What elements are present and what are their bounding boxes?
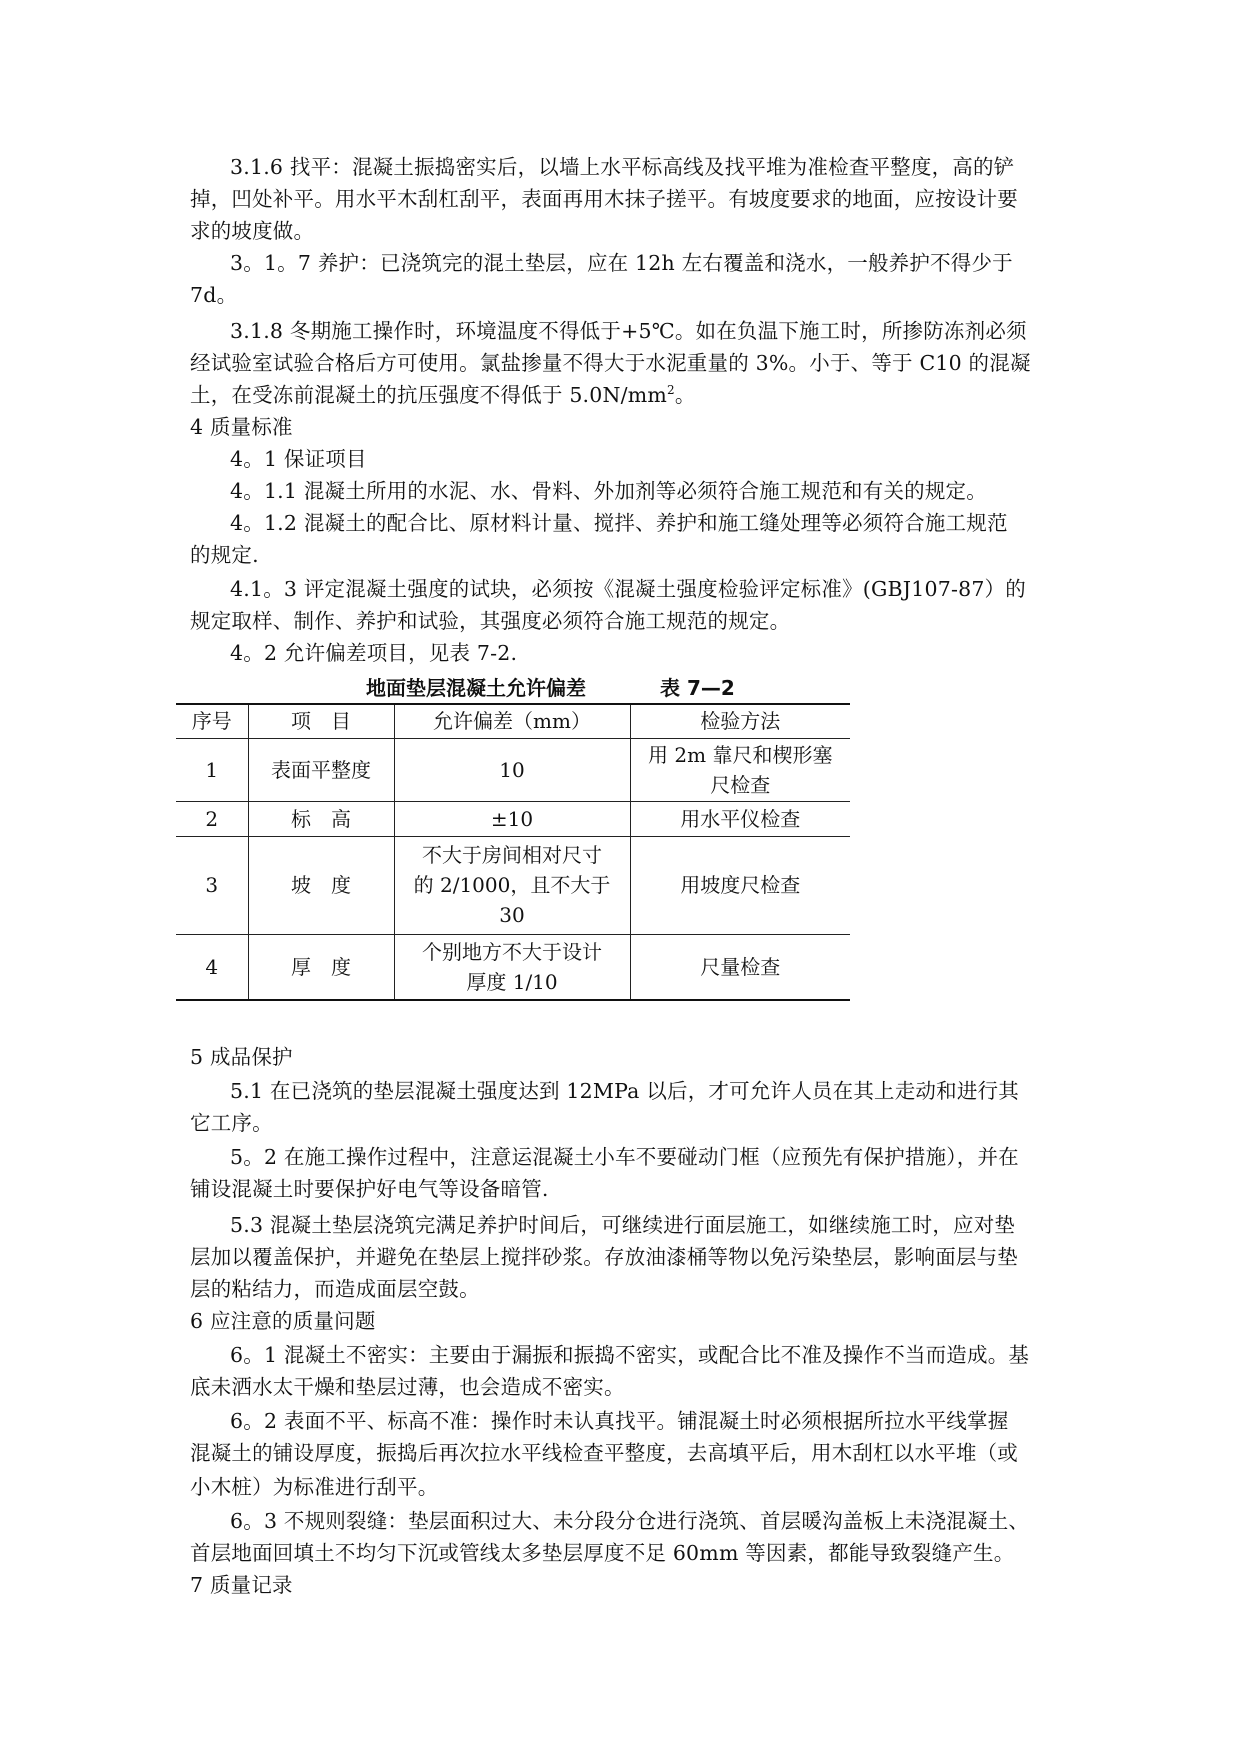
table-cell: 标 高	[248, 801, 394, 836]
table-header-row	[176, 704, 850, 738]
text-line: 3.1.6 找平：混凝土振捣密实后，以墙上水平标高线及找平堆为准检查平整度，高的铲	[230, 155, 1015, 179]
text-line: 5。2 在施工操作过程中，注意运混凝土小车不要碰动门框（应预先有保护措施），并在	[230, 1145, 1019, 1169]
text-line: 求的坡度做。	[190, 219, 315, 243]
table-cell: 用水平仪检查	[630, 801, 850, 836]
text-line: 4。2 允许偏差项目，见表 7-2.	[230, 641, 518, 665]
table-cell: 尺量检查	[630, 934, 850, 1000]
superscript: 2	[667, 383, 675, 398]
text-line: 5.3 混凝土垫层浇筑完满足养护时间后，可继续进行面层施工，如继续施工时，应对垫	[230, 1213, 1016, 1237]
text-line: 掉，凹处补平。用水平木刮杠刮平，表面再用木抹子搓平。有坡度要求的地面，应按设计要	[190, 187, 1018, 211]
text-line: 底未洒水太干燥和垫层过薄，也会造成不密实。	[190, 1375, 625, 1399]
table-cell: 3	[205, 873, 219, 897]
text-span: 土，在受冻前混凝土的抗压强度不得低于 5.0N/mm	[190, 383, 668, 407]
table-cell: 1	[205, 757, 219, 782]
text-span: 。	[674, 383, 696, 407]
text-line: 小木桩）为标准进行刮平。	[190, 1475, 439, 1499]
table-cell: 坡 度	[248, 836, 394, 934]
text-line: 4.1。3 评定混凝土强度的试块，必须按《混凝土强度检验评定标准》(GBJ107-87）的	[230, 577, 1026, 601]
text-line: 经试验室试验合格后方可使用。氯盐掺量不得大于水泥重量的 3%。小于、等于 C10 的混凝	[190, 351, 1031, 375]
text-line: 3。1。7 养护：已浇筑完的混土垫层，应在 12h 左右覆盖和浇水，一般养护不得少于	[230, 251, 1013, 275]
table-cell: 2	[205, 806, 219, 831]
table-cell: 个别地方不大于设计 厚度 1/10	[394, 934, 630, 1000]
text-line: 4。1.1 混凝土所用的水泥、水、骨料、外加剂等必须符合施工规范和有关的规定。	[230, 479, 987, 503]
table-cell: 不大于房间相对尺寸 的 2/1000，且不大于 30	[394, 836, 630, 934]
text-line: 混凝土的铺设厚度，振捣后再次拉水平线检查平整度，去高填平后，用木刮杠以水平堆（或	[190, 1441, 1018, 1465]
table-row	[176, 738, 850, 801]
table-row	[176, 934, 850, 1000]
text-line: 6。2 表面不平、标高不准：操作时未认真找平。铺混凝土时必须根据所拉水平线掌握	[230, 1409, 1009, 1433]
table-header-cell: 允许偏差（mm）	[394, 704, 630, 738]
table-cell: 用坡度尺检查	[630, 836, 850, 934]
section-heading: 6 应注意的质量问题	[190, 1309, 376, 1333]
table-caption: 地面垫层混凝土允许偏差	[366, 676, 586, 700]
table-header-cell: 序号	[191, 709, 232, 734]
text-line: 5.1 在已浇筑的垫层混凝土强度达到 12MPa 以后，才可允许人员在其上走动和进行其	[230, 1079, 1019, 1103]
text-line	[190, 380, 1060, 410]
section-heading: 7 质量记录	[190, 1573, 293, 1597]
table-row	[176, 836, 850, 934]
section-heading: 5 成品保护	[190, 1045, 293, 1069]
table-number: 表 7—2	[660, 676, 735, 700]
table-cell: 表面平整度	[248, 738, 394, 801]
text-line: 6。3 不规则裂缝：垫层面积过大、未分段分仓进行浇筑、首层暖沟盖板上未浇混凝土、	[230, 1509, 1030, 1533]
text-line: 4。1.2 混凝土的配合比、原材料计量、搅拌、养护和施工缝处理等必须符合施工规范	[230, 511, 1008, 535]
table-header-cell: 检验方法	[630, 704, 850, 738]
text-line: 首层地面回填土不均匀下沉或管线太多垫层厚度不足 60mm 等因素，都能导致裂缝产生。	[190, 1541, 1015, 1565]
text-line: 7d。	[190, 283, 238, 307]
text-line: 铺设混凝土时要保护好电气等设备暗管.	[190, 1177, 549, 1201]
table-row	[176, 801, 850, 836]
table-cell: 10	[394, 738, 630, 801]
text-line: 层的粘结力，而造成面层空鼓。	[190, 1277, 480, 1301]
text-line: 的规定.	[190, 543, 259, 567]
text-line: 层加以覆盖保护，并避免在垫层上搅拌砂浆。存放油漆桶等物以免污染垫层，影响面层与垫	[190, 1245, 1018, 1269]
table-header-cell: 项 目	[248, 704, 394, 738]
deviation-table	[176, 703, 850, 1001]
table-cell: ±10	[394, 801, 630, 836]
text-line: 规定取样、制作、养护和试验，其强度必须符合施工规范的规定。	[190, 609, 791, 633]
subsection-heading: 4。1 保证项目	[230, 447, 367, 471]
text-line: 它工序。	[190, 1111, 273, 1135]
text-line: 3.1.8 冬期施工操作时，环境温度不得低于+5℃。如在负温下施工时，所掺防冻剂必须	[230, 319, 1027, 343]
table-cell: 厚 度	[248, 934, 394, 1000]
section-heading: 4 质量标准	[190, 415, 293, 439]
text-line: 6。1 混凝土不密实：主要由于漏振和振捣不密实，或配合比不准及操作不当而造成。基	[230, 1343, 1030, 1367]
table-cell: 4	[205, 954, 219, 979]
table-cell: 用 2m 靠尺和楔形塞 尺检查	[630, 738, 850, 801]
